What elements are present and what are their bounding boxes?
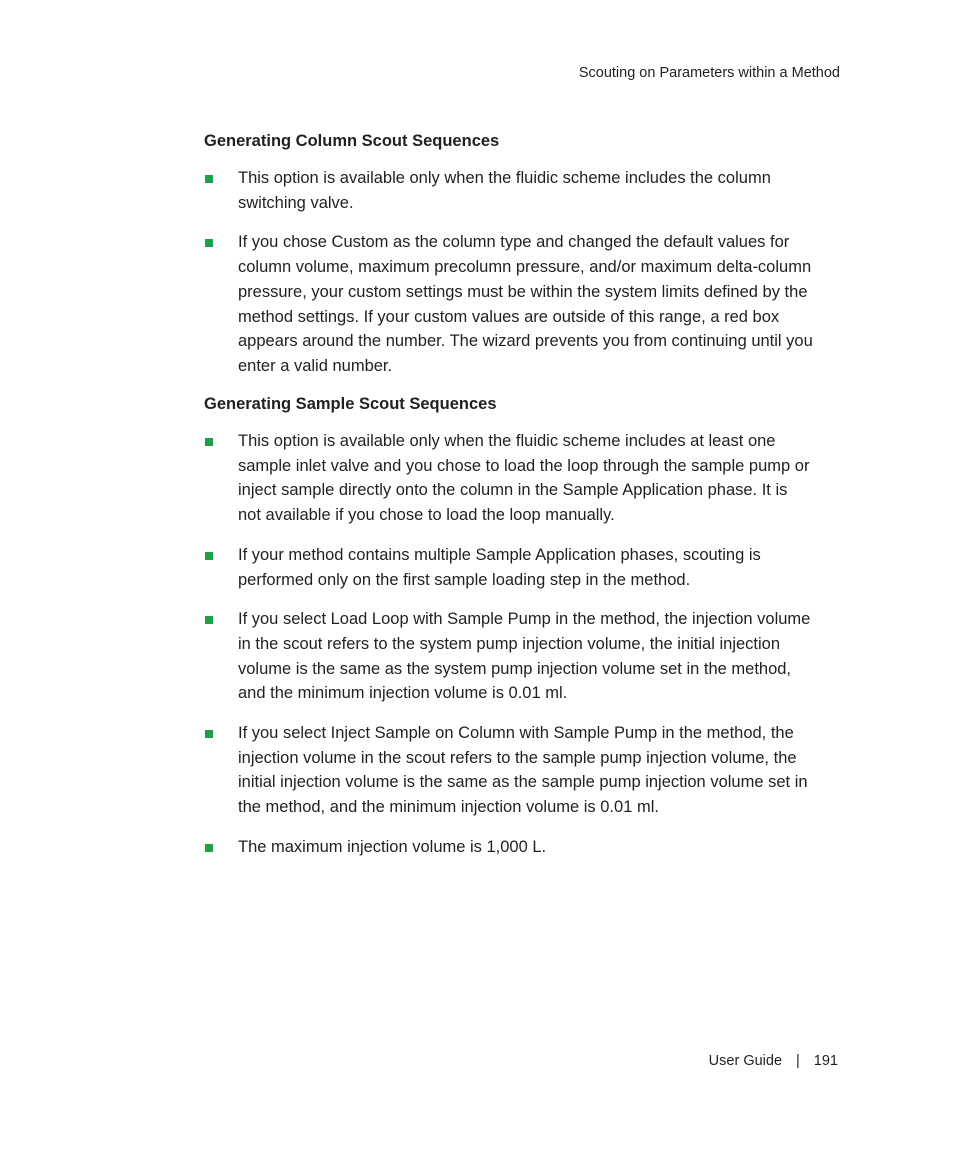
section-heading: Generating Sample Scout Sequences: [204, 395, 497, 413]
square-bullet-icon: [205, 844, 213, 852]
bullet-item: [204, 607, 814, 706]
bullet-item: [204, 166, 814, 215]
bullet-list: [204, 429, 814, 860]
section-sample-scout: [204, 394, 814, 875]
bullet-item: [204, 429, 814, 528]
bullet-text: If you chose Custom as the column type and changed the default values for column volume, maximum precolumn pressure, and/or maximum delta-column pressure, your custom settings must be within the system limits defined by the method settings. If your custom values are outside of this range, a red box appears around the number. The wizard prevents you from continuing until you enter a valid number.: [238, 233, 813, 375]
section-column-scout: [204, 131, 814, 394]
square-bullet-icon: [205, 438, 213, 446]
bullet-text: This option is available only when the fluidic scheme includes the column switching valve.: [238, 169, 771, 212]
square-bullet-icon: [205, 616, 213, 624]
bullet-item: [204, 835, 814, 860]
footer-separator: |: [796, 1053, 800, 1069]
bullet-text: The maximum injection volume is 1,000 L.: [238, 837, 547, 856]
square-bullet-icon: [205, 239, 213, 247]
page-number: 191: [813, 1053, 838, 1069]
bullet-text: If you select Load Loop with Sample Pump in the method, the injection volume in the scout refers to the system pump injection volume, the initial injection volume is the same as the system pump injection volume set in the method, and the minimum injection volume is 0.01 ml.: [238, 610, 811, 703]
section-heading: Generating Column Scout Sequences: [204, 132, 500, 150]
bullet-item: [204, 721, 814, 820]
bullet-item: [204, 543, 814, 592]
bullet-item: [204, 230, 814, 378]
square-bullet-icon: [205, 730, 213, 738]
square-bullet-icon: [205, 552, 213, 560]
page-footer: [709, 1052, 838, 1070]
bullet-text: This option is available only when the fluidic scheme includes at least one sample inlet valve and you chose to load the loop through the sample pump or inject sample directly onto the column in the Sample Application phase. It is not available if you chose to load the loop manually.: [238, 432, 810, 525]
square-bullet-icon: [205, 175, 213, 183]
footer-doc-name: User Guide: [708, 1053, 783, 1069]
bullet-list: [204, 166, 814, 379]
bullet-text: If your method contains multiple Sample Application phases, scouting is performed only on the first sample loading step in the method.: [238, 545, 761, 589]
running-header: Scouting on Parameters within a Method: [578, 65, 840, 81]
bullet-text: If you select Inject Sample on Column with Sample Pump in the method, the injection volume in the scout refers to the sample pump injection volume, the initial injection volume is the same as the sample pump injection volume set in the method, and the minimum injection volume is 0.01 ml.: [238, 724, 808, 817]
